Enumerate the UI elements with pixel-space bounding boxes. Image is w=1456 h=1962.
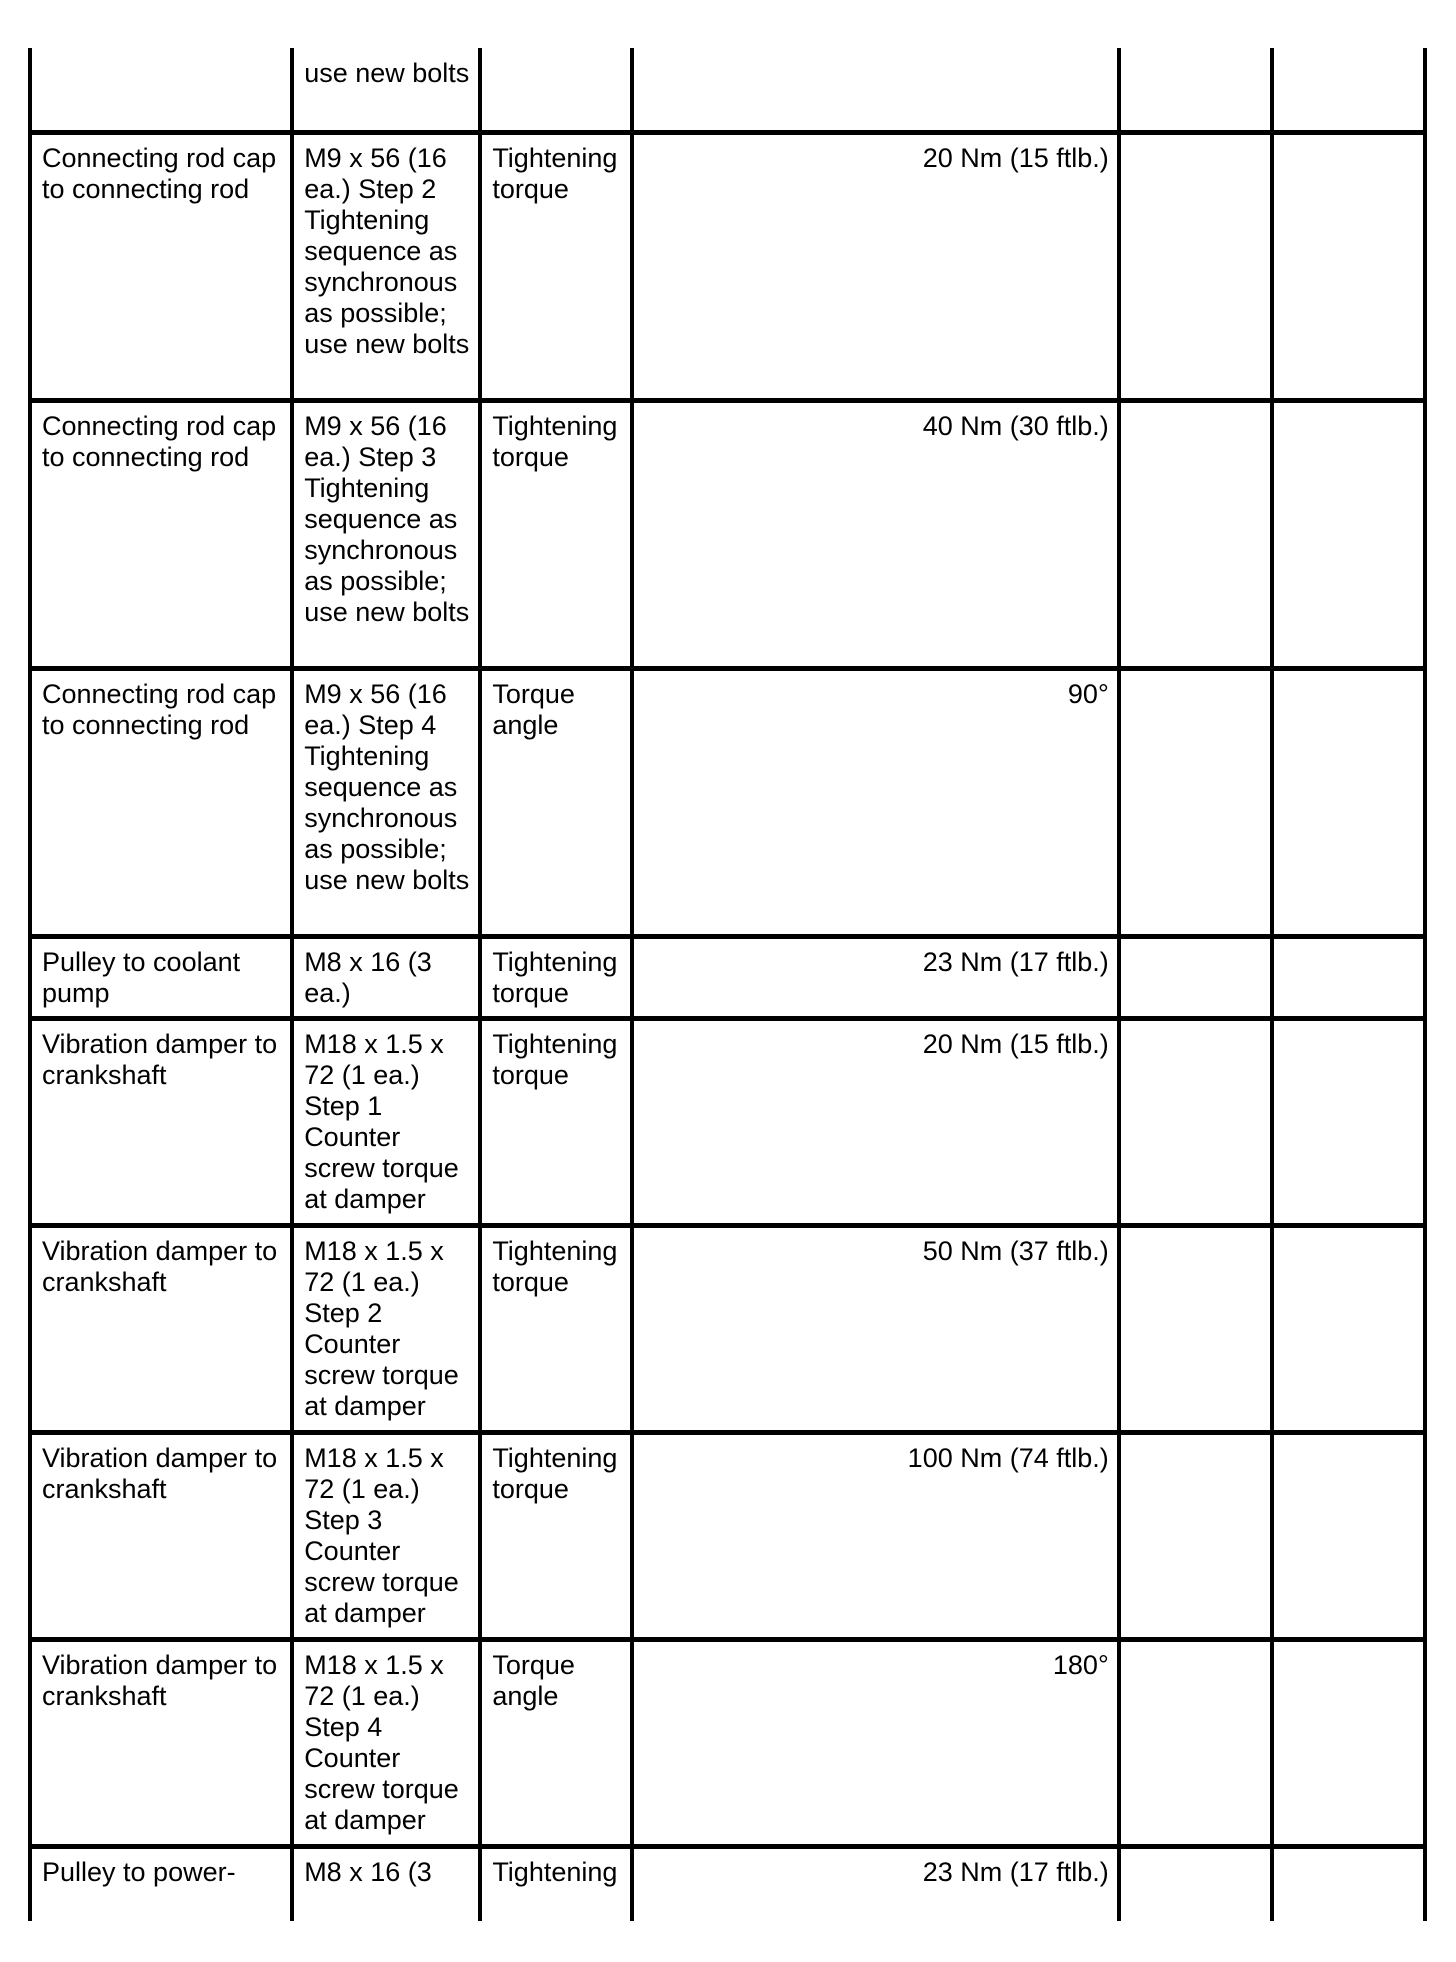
extra-cell-1 (1119, 400, 1272, 668)
spec-value-cell: 20 Nm (15 ftlb.) (632, 132, 1118, 400)
extra-cell-1 (1119, 1018, 1272, 1225)
extra-cell-2 (1272, 1846, 1425, 1921)
extra-cell-2 (1272, 400, 1425, 668)
spec-type-cell: Tightening torque (480, 1225, 632, 1432)
spec-value-cell: 90° (632, 668, 1118, 936)
extra-cell-1 (1119, 48, 1272, 132)
extra-cell-2 (1272, 132, 1425, 400)
table-row (30, 1846, 1425, 1921)
table-row (30, 1639, 1425, 1846)
spec-type-cell: Torque angle (480, 1639, 632, 1846)
extra-cell-2 (1272, 1018, 1425, 1225)
fastener-cell: M8 x 16 (3 (292, 1846, 480, 1921)
table-row (30, 1225, 1425, 1432)
spec-type-cell: Torque angle (480, 668, 632, 936)
extra-cell-2 (1272, 48, 1425, 132)
fastener-cell: M18 x 1.5 x 72 (1 ea.) Step 4 Counter screw torque at damper (292, 1639, 480, 1846)
spec-value-cell (632, 48, 1118, 132)
spec-type-cell: Tightening torque (480, 400, 632, 668)
component-cell (30, 48, 292, 132)
spec-type-cell: Tightening torque (480, 1432, 632, 1639)
spec-value-cell: 100 Nm (74 ftlb.) (632, 1432, 1118, 1639)
fastener-cell: M18 x 1.5 x 72 (1 ea.) Step 2 Counter screw torque at damper (292, 1225, 480, 1432)
component-cell: Vibration damper to crankshaft (30, 1639, 292, 1846)
fastener-cell: use new bolts (292, 48, 480, 132)
spec-value-cell: 180° (632, 1639, 1118, 1846)
extra-cell-1 (1119, 1639, 1272, 1846)
component-cell: Pulley to power- (30, 1846, 292, 1921)
component-cell: Pulley to coolant pump (30, 936, 292, 1018)
fastener-cell: M18 x 1.5 x 72 (1 ea.) Step 1 Counter screw torque at damper (292, 1018, 480, 1225)
extra-cell-2 (1272, 668, 1425, 936)
table-row (30, 936, 1425, 1018)
extra-cell-2 (1272, 936, 1425, 1018)
table-row (30, 1018, 1425, 1225)
fastener-cell: M9 x 56 (16 ea.) Step 2 Tightening sequence as synchronous as possible; use new bolts (292, 132, 480, 400)
table-row (30, 1432, 1425, 1639)
spec-type-cell (480, 48, 632, 132)
component-cell: Vibration damper to crankshaft (30, 1018, 292, 1225)
table-row (30, 132, 1425, 400)
extra-cell-1 (1119, 132, 1272, 400)
table-row (30, 400, 1425, 668)
torque-spec-table (28, 48, 1427, 1921)
component-cell: Connecting rod cap to connecting rod (30, 400, 292, 668)
table-row (30, 668, 1425, 936)
extra-cell-2 (1272, 1225, 1425, 1432)
extra-cell-1 (1119, 1846, 1272, 1921)
spec-value-cell: 20 Nm (15 ftlb.) (632, 1018, 1118, 1225)
component-cell: Vibration damper to crankshaft (30, 1432, 292, 1639)
extra-cell-2 (1272, 1639, 1425, 1846)
extra-cell-1 (1119, 936, 1272, 1018)
table-row (30, 48, 1425, 132)
spec-value-cell: 40 Nm (30 ftlb.) (632, 400, 1118, 668)
spec-value-cell: 50 Nm (37 ftlb.) (632, 1225, 1118, 1432)
spec-type-cell: Tightening (480, 1846, 632, 1921)
component-cell: Connecting rod cap to connecting rod (30, 668, 292, 936)
spec-value-cell: 23 Nm (17 ftlb.) (632, 1846, 1118, 1921)
fastener-cell: M9 x 56 (16 ea.) Step 4 Tightening sequence as synchronous as possible; use new bolts (292, 668, 480, 936)
fastener-cell: M8 x 16 (3 ea.) (292, 936, 480, 1018)
fastener-cell: M18 x 1.5 x 72 (1 ea.) Step 3 Counter screw torque at damper (292, 1432, 480, 1639)
extra-cell-1 (1119, 668, 1272, 936)
component-cell: Connecting rod cap to connecting rod (30, 132, 292, 400)
spec-type-cell: Tightening torque (480, 132, 632, 400)
extra-cell-1 (1119, 1432, 1272, 1639)
extra-cell-2 (1272, 1432, 1425, 1639)
spec-type-cell: Tightening torque (480, 1018, 632, 1225)
component-cell: Vibration damper to crankshaft (30, 1225, 292, 1432)
extra-cell-1 (1119, 1225, 1272, 1432)
fastener-cell: M9 x 56 (16 ea.) Step 3 Tightening sequence as synchronous as possible; use new bolts (292, 400, 480, 668)
spec-type-cell: Tightening torque (480, 936, 632, 1018)
spec-value-cell: 23 Nm (17 ftlb.) (632, 936, 1118, 1018)
